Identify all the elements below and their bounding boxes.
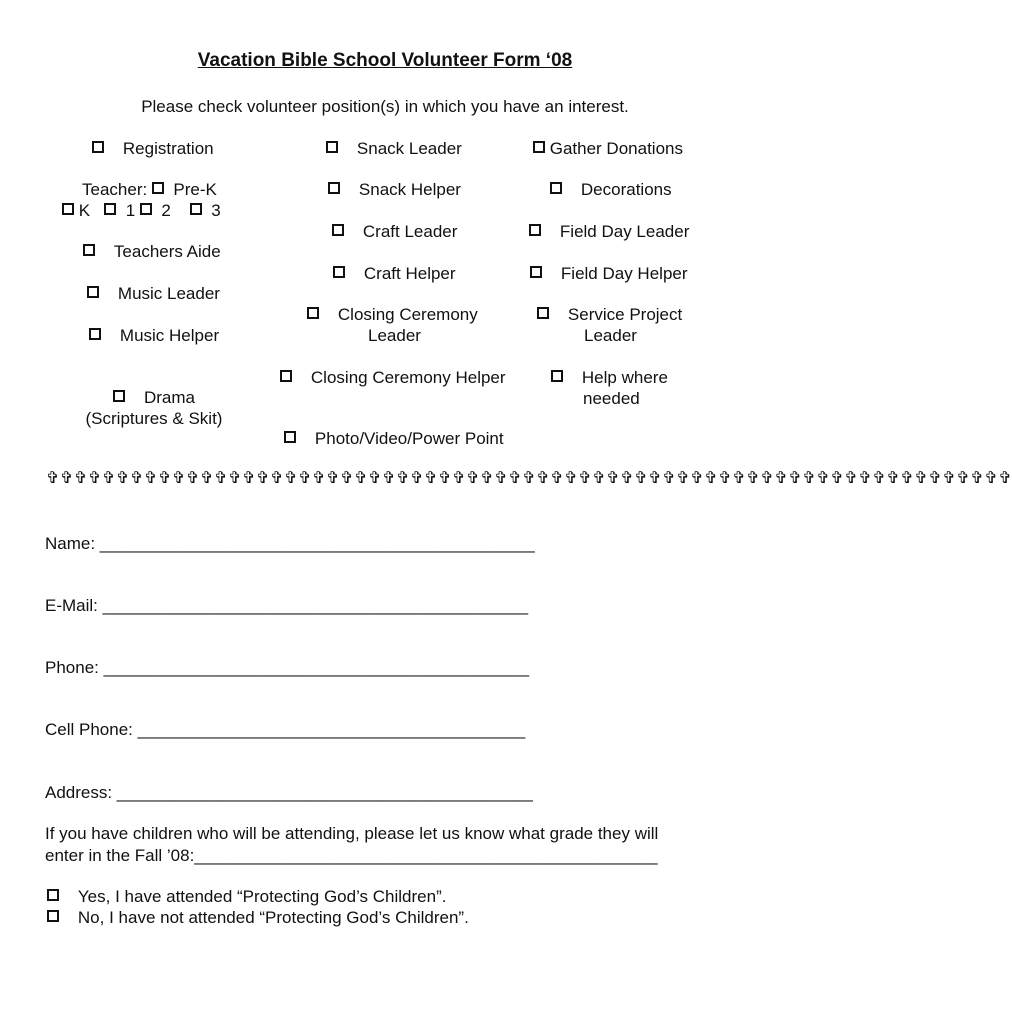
option-label: Snack Helper bbox=[358, 180, 461, 199]
option-label-continued: needed bbox=[583, 389, 640, 408]
teacher-grades-row bbox=[62, 200, 221, 221]
checkbox-grade-2[interactable] bbox=[140, 203, 152, 215]
option-drama[interactable] bbox=[54, 387, 254, 429]
option-teachers-aide[interactable] bbox=[83, 241, 221, 262]
option-label: Closing Ceremony Helper bbox=[310, 368, 506, 387]
option-yes-attended[interactable] bbox=[47, 886, 446, 907]
option-label: Photo/Video/Power Point bbox=[314, 429, 504, 448]
teacher-label: Teacher: bbox=[82, 180, 148, 199]
cell-phone-field[interactable]: Cell Phone: _________________________________________ bbox=[45, 720, 526, 739]
option-label: No, I have not attended “Protecting God’s Children”. bbox=[77, 908, 469, 927]
option-closing-ceremony-helper[interactable] bbox=[280, 367, 506, 388]
checkbox[interactable] bbox=[307, 307, 319, 319]
checkbox[interactable] bbox=[550, 182, 562, 194]
option-craft-helper[interactable] bbox=[333, 263, 456, 284]
checkbox[interactable] bbox=[83, 244, 95, 256]
option-field-day-helper[interactable] bbox=[530, 263, 688, 284]
pre-k-label: Pre-K bbox=[173, 180, 217, 199]
option-craft-leader[interactable] bbox=[332, 221, 457, 242]
form-title: Vacation Bible School Volunteer Form ‘08 bbox=[197, 50, 573, 71]
grade-k-label: K bbox=[78, 201, 91, 220]
option-registration[interactable] bbox=[92, 138, 214, 159]
option-label: Closing Ceremony bbox=[337, 305, 478, 324]
option-label: Teachers Aide bbox=[113, 242, 221, 261]
checkbox-pre-k[interactable] bbox=[152, 182, 164, 194]
checkbox[interactable] bbox=[530, 266, 542, 278]
checkbox[interactable] bbox=[328, 182, 340, 194]
checkbox[interactable] bbox=[284, 431, 296, 443]
grade-1-label: 1 bbox=[125, 201, 136, 220]
option-label: Drama bbox=[143, 388, 195, 407]
option-label: Music Leader bbox=[117, 284, 220, 303]
name-field[interactable]: Name: ______________________________________________ bbox=[45, 534, 535, 553]
option-snack-helper[interactable] bbox=[328, 179, 461, 200]
option-label: Registration bbox=[122, 139, 214, 158]
option-photo-video[interactable] bbox=[284, 428, 504, 449]
option-snack-leader[interactable] bbox=[326, 138, 462, 159]
checkbox[interactable] bbox=[533, 141, 545, 153]
option-label: Music Helper bbox=[119, 326, 220, 345]
checkbox[interactable] bbox=[280, 370, 292, 382]
form-instructions: Please check volunteer position(s) in which you have an interest. bbox=[141, 97, 629, 116]
option-label: Field Day Helper bbox=[560, 264, 688, 283]
checkbox[interactable] bbox=[529, 224, 541, 236]
checkbox[interactable] bbox=[326, 141, 338, 153]
option-label-continued: Leader bbox=[368, 326, 421, 345]
option-help-where-needed[interactable] bbox=[551, 367, 668, 388]
option-sublabel: (Scriptures & Skit) bbox=[85, 409, 223, 428]
address-field[interactable]: Address: ____________________________________________ bbox=[45, 783, 533, 802]
option-label: Gather Donations bbox=[549, 139, 683, 158]
option-label-continued: Leader bbox=[584, 326, 637, 345]
option-music-helper[interactable] bbox=[89, 325, 219, 346]
children-grade-field[interactable]: enter in the Fall ’08:_________________________________________________ bbox=[45, 846, 658, 865]
option-field-day-leader[interactable] bbox=[529, 221, 689, 242]
option-label: Snack Leader bbox=[356, 139, 462, 158]
grade-2-label: 2 bbox=[161, 201, 171, 220]
option-label: Service Project bbox=[567, 305, 683, 324]
checkbox[interactable] bbox=[87, 286, 99, 298]
option-label: Yes, I have attended “Protecting God’s Children”. bbox=[77, 887, 447, 906]
option-label: Decorations bbox=[580, 180, 672, 199]
children-question: If you have children who will be attending, please let us know what grade they will bbox=[45, 824, 659, 843]
option-label: Field Day Leader bbox=[559, 222, 690, 241]
email-field[interactable]: E-Mail: _____________________________________________ bbox=[45, 596, 529, 615]
option-music-leader[interactable] bbox=[87, 283, 220, 304]
teacher-row bbox=[82, 179, 217, 200]
checkbox[interactable] bbox=[89, 328, 101, 340]
checkbox[interactable] bbox=[113, 390, 125, 402]
option-service-project-leader[interactable] bbox=[537, 304, 682, 325]
checkbox[interactable] bbox=[92, 141, 104, 153]
checkbox[interactable] bbox=[537, 307, 549, 319]
checkbox[interactable] bbox=[332, 224, 344, 236]
checkbox-grade-3[interactable] bbox=[190, 203, 202, 215]
checkbox-grade-1[interactable] bbox=[104, 203, 116, 215]
checkbox[interactable] bbox=[47, 889, 59, 901]
option-no-attended[interactable] bbox=[47, 907, 469, 928]
checkbox[interactable] bbox=[551, 370, 563, 382]
option-label: Craft Helper bbox=[363, 264, 456, 283]
option-label: Help where bbox=[581, 368, 668, 387]
option-gather-donations[interactable] bbox=[533, 138, 683, 159]
checkbox[interactable] bbox=[333, 266, 345, 278]
option-closing-ceremony-leader[interactable] bbox=[307, 304, 478, 325]
option-decorations[interactable] bbox=[550, 179, 672, 200]
checkbox[interactable] bbox=[47, 910, 59, 922]
cross-divider: ✞✞✞✞✞✞✞✞✞✞✞✞✞✞✞✞✞✞✞✞✞✞✞✞✞✞✞✞✞✞✞✞✞✞✞✞✞✞✞✞✞✞✞✞✞✞✞✞✞✞✞✞✞✞✞✞✞✞✞✞✞✞✞✞✞✞✞✞✞ bbox=[46, 468, 1012, 487]
checkbox-k[interactable] bbox=[62, 203, 74, 215]
grade-3-label: 3 bbox=[211, 201, 221, 220]
option-label: Craft Leader bbox=[362, 222, 458, 241]
phone-field[interactable]: Phone: _____________________________________________ bbox=[45, 658, 530, 677]
